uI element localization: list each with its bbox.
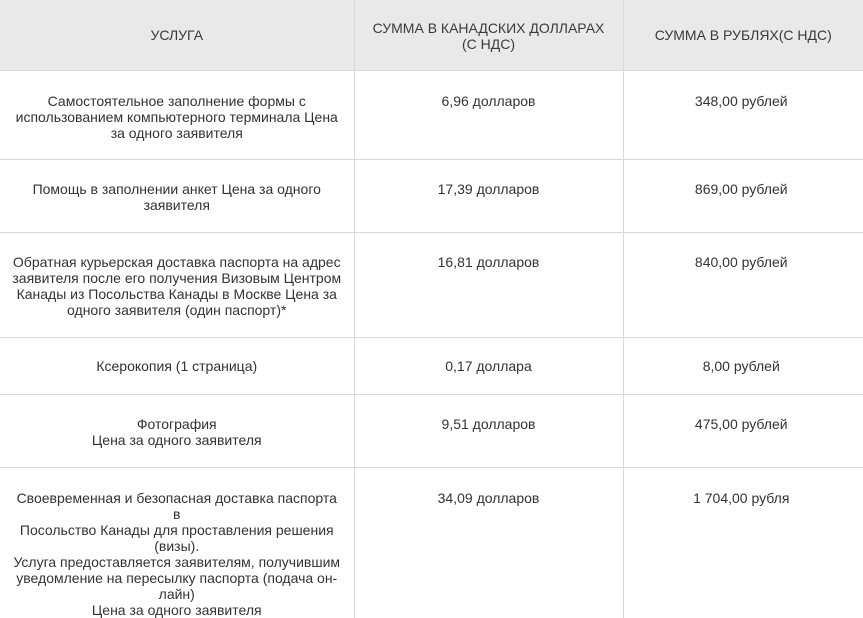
header-rub xyxy=(623,0,863,70)
service-cell xyxy=(0,232,354,337)
service-cell xyxy=(0,394,354,467)
header-cad xyxy=(354,0,623,70)
table-row xyxy=(0,467,863,618)
cad-price-cell xyxy=(354,232,623,337)
cad-price: 0,17 доллара xyxy=(445,357,532,374)
service-name: Самостоятельное заполнение формы с использованием компьютерного терминала Цена за одного заявителя xyxy=(15,92,338,141)
service-name: Своевременная и безопасная доставка паспорта в Посольство Канады для проставления решения (визы). Услуга предоставляется заявителям, получившим уведомление на пересылку паспорта (подача он- лайн) Цена за одного заявителя xyxy=(13,489,341,618)
cad-price: 6,96 долларов xyxy=(441,92,536,109)
header-cad-label: СУММА В КАНАДСКИХ ДОЛЛАРАХ (С НДС) xyxy=(372,19,605,52)
rub-price: 840,00 рублей xyxy=(694,253,788,270)
table-row xyxy=(0,337,863,394)
cad-price: 16,81 долларов xyxy=(437,253,540,270)
service-cell xyxy=(0,337,354,394)
cad-price-cell xyxy=(354,467,623,618)
header-service-label: УСЛУГА xyxy=(150,26,204,43)
rub-price-cell xyxy=(623,159,863,232)
header-row xyxy=(0,0,863,70)
service-name: Обратная курьерская доставка паспорта на адрес заявителя после его получения Визовым Центром Канады из Посольства Канады в Москве Цена за одного заявителя (один паспорт)* xyxy=(12,253,342,318)
cad-price-cell xyxy=(354,159,623,232)
table-row xyxy=(0,232,863,337)
rub-price: 8,00 рублей xyxy=(702,357,780,374)
cad-price: 9,51 долларов xyxy=(441,415,536,432)
rub-price-cell xyxy=(623,467,863,618)
cad-price: 34,09 долларов xyxy=(437,489,540,506)
rub-price-cell xyxy=(623,70,863,159)
table-header xyxy=(0,0,863,70)
table-body xyxy=(0,70,863,618)
service-name: Помощь в заполнении анкет Цена за одного заявителя xyxy=(32,180,321,213)
service-name: Ксерокопия (1 страница) xyxy=(96,357,258,374)
service-cell xyxy=(0,467,354,618)
cad-price-cell xyxy=(354,337,623,394)
rub-price-cell xyxy=(623,394,863,467)
rub-price-cell xyxy=(623,232,863,337)
rub-price: 475,00 рублей xyxy=(694,415,788,432)
table-row xyxy=(0,70,863,159)
table-row xyxy=(0,394,863,467)
rub-price: 869,00 рублей xyxy=(694,180,788,197)
header-service xyxy=(0,0,354,70)
header-rub-label: СУММА В РУБЛЯХ(С НДС) xyxy=(654,26,832,43)
rub-price: 348,00 рублей xyxy=(694,92,788,109)
cad-price-cell xyxy=(354,70,623,159)
service-cell xyxy=(0,159,354,232)
service-cell xyxy=(0,70,354,159)
cad-price: 17,39 долларов xyxy=(437,180,540,197)
rub-price-cell xyxy=(623,337,863,394)
table-row xyxy=(0,159,863,232)
rub-price: 1 704,00 рубля xyxy=(693,489,790,506)
service-name: Фотография Цена за одного заявителя xyxy=(91,415,262,448)
cad-price-cell xyxy=(354,394,623,467)
